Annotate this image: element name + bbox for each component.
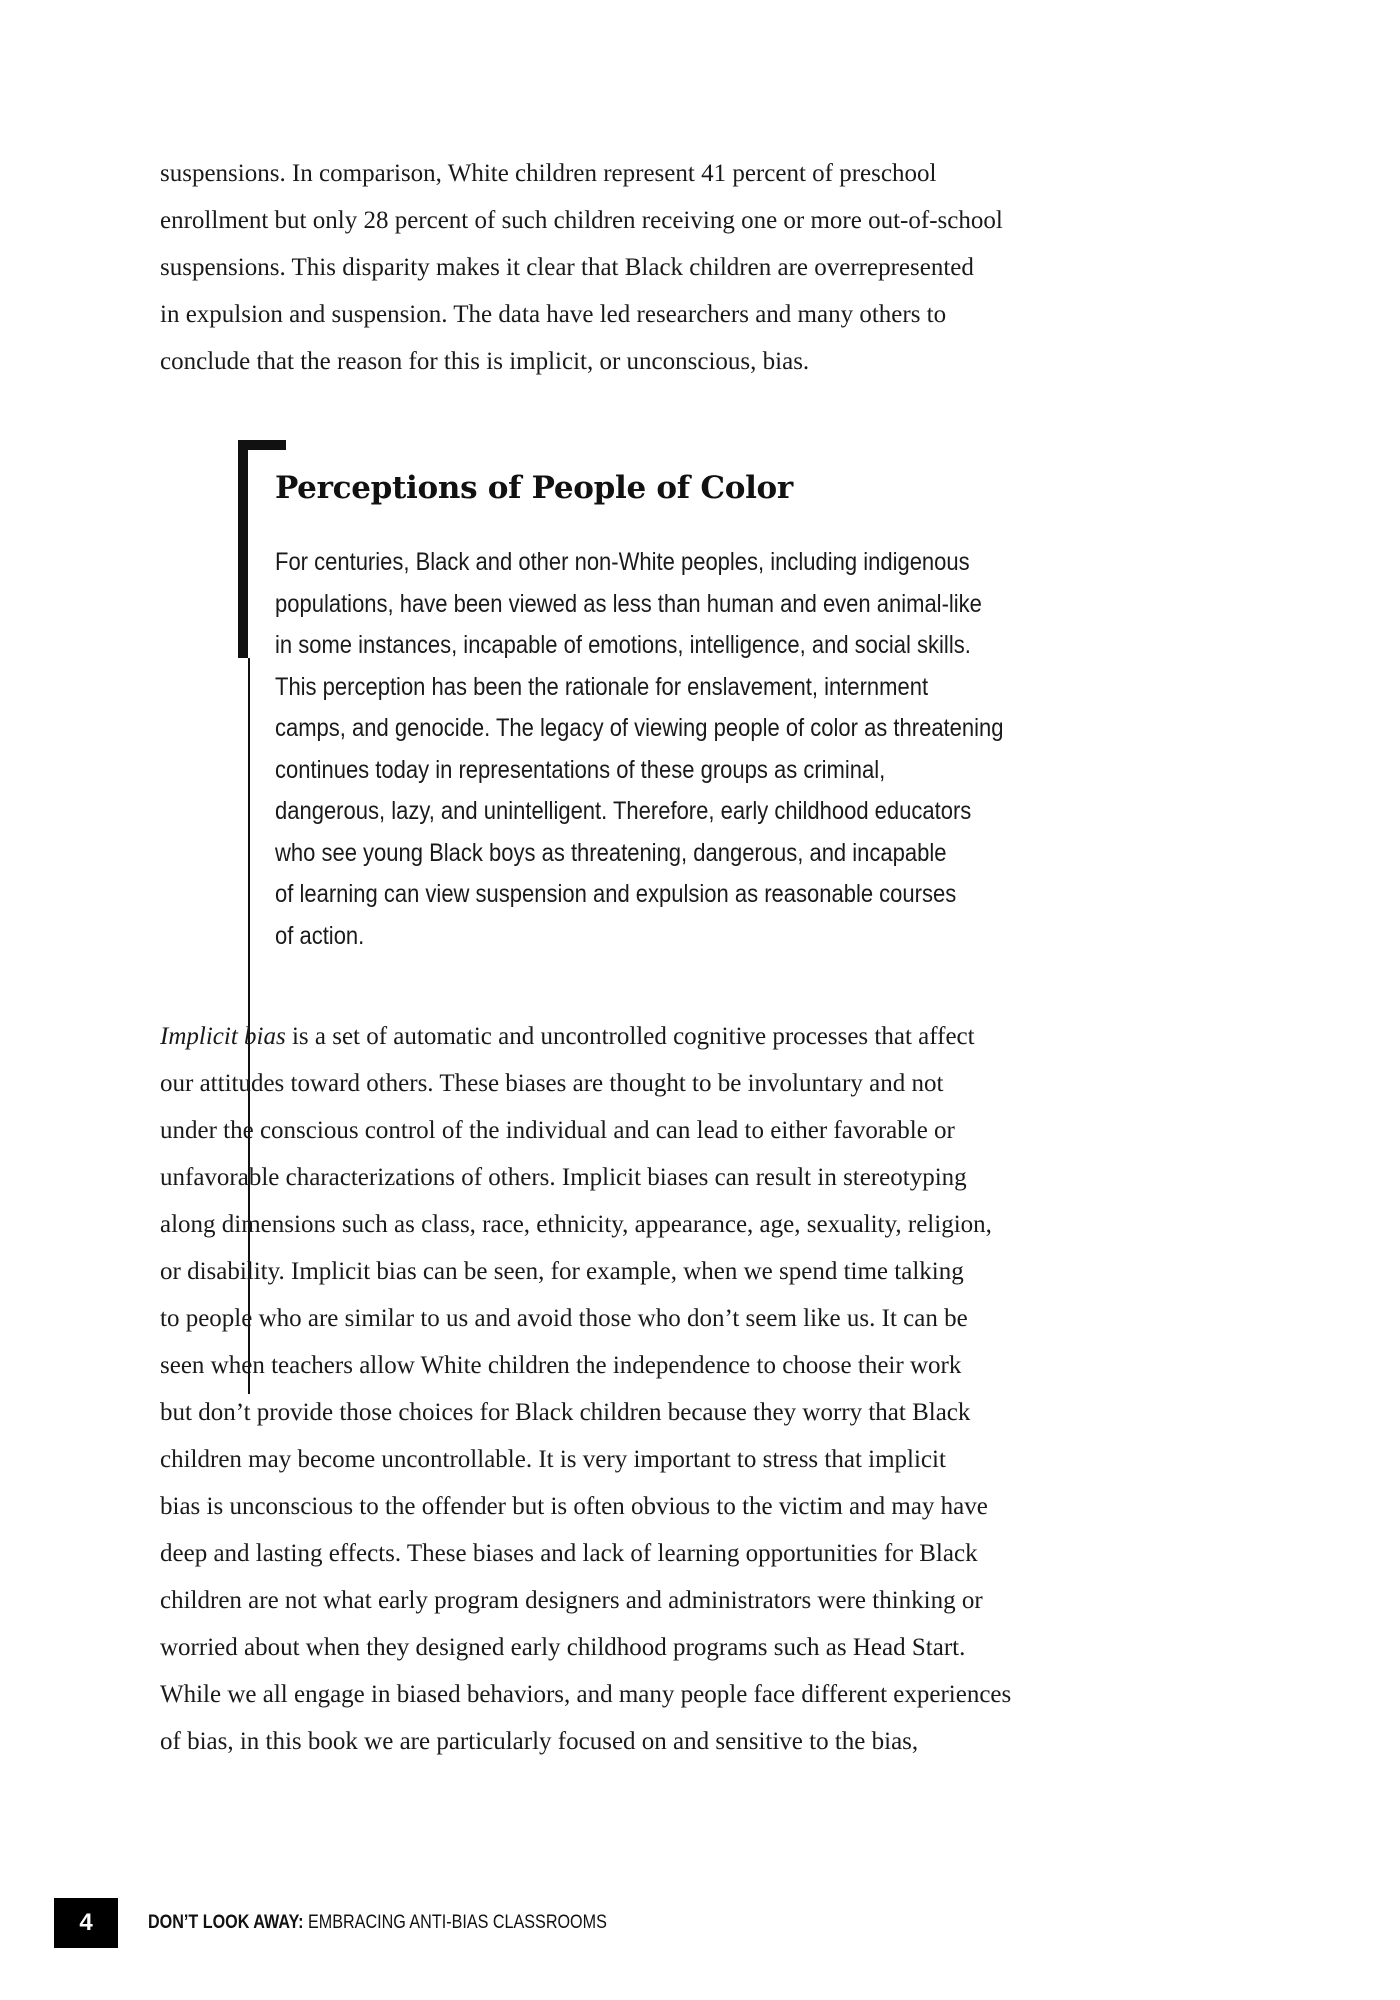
sidebar-line: For centuries, Black and other non-White peoples, including indigenous xyxy=(275,548,970,576)
paragraph-line: suspensions. This disparity makes it clear that Black children are overrepresented xyxy=(160,254,974,281)
paragraph-line: seen when teachers allow White children the independence to choose their work xyxy=(160,1352,962,1379)
paragraph-line: in expulsion and suspension. The data have led researchers and many others to xyxy=(160,301,947,328)
bracket-decoration-thick xyxy=(238,440,248,658)
paragraph-line: under the conscious control of the individual and can lead to either favorable or xyxy=(160,1117,955,1144)
sidebar-callout xyxy=(238,440,1138,956)
paragraph-line: unfavorable characterizations of others. Implicit biases can result in stereotyping xyxy=(160,1164,967,1191)
paragraph-line: bias is unconscious to the offender but is often obvious to the victim and may have xyxy=(160,1493,988,1520)
term-implicit-bias: Implicit bias xyxy=(160,1023,286,1050)
sidebar-line: camps, and genocide. The legacy of viewing people of color as threatening xyxy=(275,714,1004,742)
sidebar-title: Perceptions of People of Color xyxy=(275,470,793,506)
top-paragraph xyxy=(160,150,1240,385)
sidebar-line: who see young Black boys as threatening, dangerous, and incapable xyxy=(275,838,947,867)
sidebar-line: This perception has been the rationale for enslavement, internment xyxy=(275,672,929,701)
paragraph-line-first-rest: is a set of automatic and uncontrolled cognitive processes that affect xyxy=(285,1023,975,1050)
paragraph-line: worried about when they designed early childhood programs such as Head Start. xyxy=(160,1634,966,1661)
sidebar-body xyxy=(275,542,1120,957)
sidebar-line: dangerous, lazy, and unintelligent. Therefore, early childhood educators xyxy=(275,797,972,825)
book-title-bold: DON’T LOOK AWAY: xyxy=(148,1912,304,1933)
paragraph-line: children may become uncontrollable. It is very important to stress that implicit xyxy=(160,1446,946,1473)
paragraph-line: suspensions. In comparison, White children represent 41 percent of preschool xyxy=(160,160,937,187)
paragraph-line: our attitudes toward others. These biases are thought to be involuntary and not xyxy=(160,1070,944,1097)
book-title-subtitle: EMBRACING ANTI-BIAS CLASSROOMS xyxy=(303,1912,607,1933)
sidebar-line: in some instances, incapable of emotions, intelligence, and social skills. xyxy=(275,631,971,659)
paragraph-line: to people who are similar to us and avoid those who don’t seem like us. It can be xyxy=(160,1305,968,1332)
paragraph-line-first xyxy=(160,1013,1240,1060)
sidebar-line: populations, have been viewed as less than human and even animal-like xyxy=(275,589,982,618)
paragraph-line: enrollment but only 28 percent of such children receiving one or more out-of-school xyxy=(160,207,1003,234)
page-number: 4 xyxy=(54,1898,118,1948)
paragraph-line: While we all engage in biased behaviors, and many people face different experiences xyxy=(160,1681,1012,1708)
page-footer xyxy=(54,1898,688,1948)
paragraph-line: of bias, in this book we are particularly focused on and sensitive to the bias, xyxy=(160,1728,919,1755)
sidebar-line: of action. xyxy=(275,921,365,950)
paragraph-line: but don’t provide those choices for Black children because they worry that Black xyxy=(160,1399,971,1426)
sidebar-line: of learning can view suspension and expulsion as reasonable courses xyxy=(275,880,957,908)
bottom-paragraph xyxy=(160,1013,1240,1765)
paragraph-line: deep and lasting effects. These biases and lack of learning opportunities for Black xyxy=(160,1540,978,1567)
running-head xyxy=(148,1912,607,1934)
paragraph-line: children are not what early program designers and administrators were thinking or xyxy=(160,1587,983,1614)
paragraph-line: along dimensions such as class, race, ethnicity, appearance, age, sexuality, religion, xyxy=(160,1211,992,1238)
paragraph-line: or disability. Implicit bias can be seen, for example, when we spend time talking xyxy=(160,1258,964,1285)
sidebar-line: continues today in representations of these groups as criminal, xyxy=(275,755,886,784)
paragraph-line: conclude that the reason for this is implicit, or unconscious, bias. xyxy=(160,348,810,375)
